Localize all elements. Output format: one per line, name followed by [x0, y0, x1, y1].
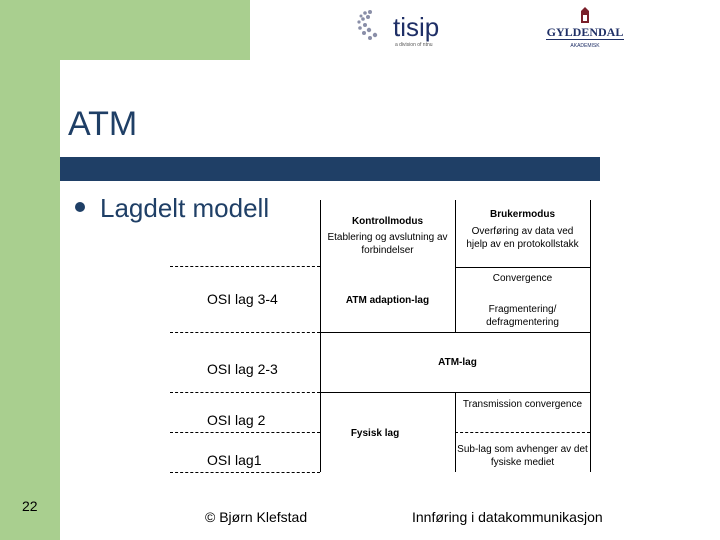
fragmentation-label: Fragmentering/ defragmentering	[486, 304, 559, 328]
svg-text:GYLDENDAL: GYLDENDAL	[546, 25, 624, 39]
sublayer-separator	[455, 432, 590, 433]
tisip-logo	[355, 8, 455, 50]
svg-text:AKADEMISK: AKADEMISK	[570, 43, 600, 49]
footer-author: © Bjørn Klefstad	[205, 509, 308, 525]
layer-separator	[170, 472, 320, 473]
footer-course: Innføring i datakommunikasjon	[412, 509, 603, 525]
slide-title: ATM	[68, 105, 138, 143]
transmission-convergence-label: Transmission convergence	[462, 399, 583, 410]
osi-label: OSI lag 2	[207, 412, 266, 428]
gyldendal-logo	[540, 5, 630, 50]
convergence-label: Convergence	[492, 273, 553, 284]
svg-text:tisip: tisip	[393, 12, 440, 42]
green-frame-left	[0, 0, 60, 540]
user-mode-description: Overføring av data ved hjelp av en protokollstakk	[466, 226, 579, 250]
diagram-line	[320, 332, 590, 333]
control-mode-title: Kontrollmodus	[351, 216, 424, 227]
layer-separator	[170, 332, 320, 333]
osi-label: OSI lag 3-4	[207, 291, 278, 307]
physical-medium-sublayer-label: Sub-lag som avhenger av det fysiske mediet	[457, 444, 588, 468]
bullet-text: Lagdelt modell	[100, 193, 270, 223]
page-number: 22	[22, 498, 38, 514]
osi-label: OSI lag 2-3	[207, 361, 278, 377]
atm-adaption-layer-label: ATM adaption-lag	[345, 295, 430, 306]
green-frame-top	[0, 0, 250, 60]
osi-label: OSI lag1	[207, 452, 262, 468]
diagram-line	[320, 392, 590, 393]
diagram-line	[590, 200, 591, 472]
bullet-icon	[75, 202, 85, 212]
control-mode-description: Etablering og avslutning av forbindelser	[327, 232, 448, 256]
diagram-line	[455, 267, 590, 268]
layer-separator	[170, 266, 320, 267]
layer-separator	[170, 432, 320, 433]
user-mode-title: Brukermodus	[489, 209, 555, 220]
layer-separator	[170, 392, 320, 393]
title-underline-bar	[60, 157, 600, 181]
atm-layer-label: ATM-lag	[438, 357, 477, 368]
physical-layer-label: Fysisk lag	[350, 428, 400, 439]
svg-text:a division of ntnu: a division of ntnu	[395, 42, 433, 48]
